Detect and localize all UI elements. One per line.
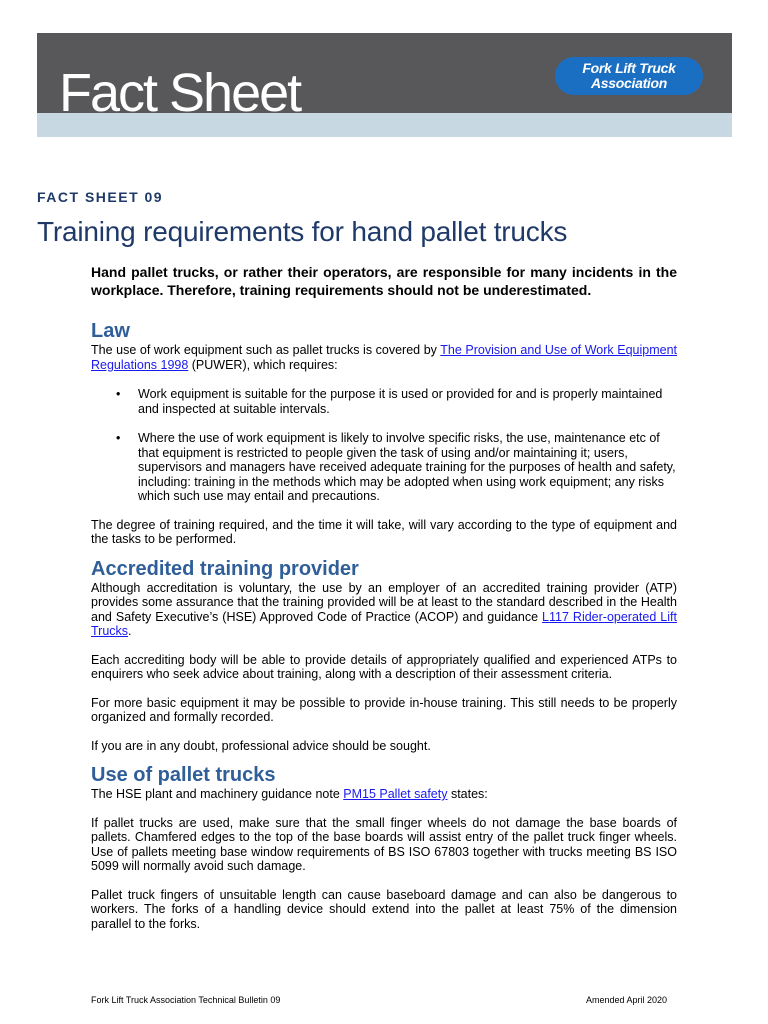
header-banner [37, 33, 732, 137]
logo-line1: Fork Lift Truck [582, 60, 676, 76]
atp-paragraph-4: If you are in any doubt, professional advice should be sought. [91, 738, 431, 753]
banner-title: Fact Sheet [59, 63, 301, 123]
fact-sheet-number: FACT SHEET 09 [37, 189, 164, 205]
lede-paragraph: Hand pallet trucks, or rather their operators, are responsible for many incidents in the workplace. Therefore, training requirements should not be underestimated. [91, 264, 677, 298]
puwer-link[interactable]: The Provision and Use of Work Equipment Regulations 1998 [91, 343, 678, 372]
atp-paragraph-1: Although accreditation is voluntary, the use by an employer of an accredited training provider (ATP) provides some assurance that the training provided will be at least to the standard described in the Health and Safety Executive’s (HSE) Approved Code of Practice (ACOP) and guidance L117 Rider-operated Lift Trucks. [91, 580, 677, 638]
document-title: Training requirements for hand pallet trucks [37, 216, 568, 247]
l117-link[interactable]: L117 Rider-operated Lift Trucks [91, 609, 677, 638]
pm15-link[interactable]: PM15 Pallet safety [343, 787, 448, 801]
main-content [91, 264, 677, 931]
footer-amended-date: Amended April 2020 [586, 995, 668, 1005]
use-heading: Use of pallet trucks [91, 764, 276, 786]
law-closing: The degree of training required, and the time it will take, will vary according to the type of equipment and the tasks to be performed. [91, 517, 677, 546]
law-heading: Law [91, 320, 130, 342]
use-paragraph-2: If pallet trucks are used, make sure that the small finger wheels do not damage the base boards of pallets. Chamfered edges to the top of the base boards will assist entry of the pallet truck finger wheels. Use of pallets meeting base window requirements of BS ISO 67803 together with trucks meeting BS ISO 5099 will normally avoid such damage. [91, 815, 677, 873]
atp-paragraph-2: Each accrediting body will be able to provide details of appropriately qualified and experienced ATPs to enquirers who seek advice about training, along with a description of their assessment criteria. [91, 652, 677, 681]
fork-lift-truck-association-logo [555, 57, 703, 95]
list-item: • Where the use of work equipment is likely to involve specific risks, the use, maintenance etc of that equipment is restricted to people given the task of using and/or maintaining it; users, supervisors and managers have received adequate training for the purposes of health and safety, including: training in the methods which may be adopted when using work equipment; any risks which such use may entail and precautions. [138, 431, 677, 504]
logo-line2: Association [590, 75, 668, 91]
atp-heading: Accredited training provider [91, 557, 359, 580]
use-paragraph-1: The HSE plant and machinery guidance note PM15 Pallet safety states: [91, 787, 488, 801]
law-intro: The use of work equipment such as pallet trucks is covered by The Provision and Use of Work Equipment Regulations 1998 (PUWER), which requires: [91, 343, 678, 372]
use-paragraph-3: Pallet truck fingers of unsuitable length can cause baseboard damage and can also be dangerous to workers. The forks of a handling device should extend into the pallet at least 75% of the dimension parallel to the forks. [91, 887, 677, 931]
footer-bulletin: Fork Lift Truck Association Technical Bulletin 09 [91, 995, 281, 1005]
atp-paragraph-3: For more basic equipment it may be possible to provide in-house training. This still needs to be properly organized and formally recorded. [91, 695, 677, 724]
law-bullet-list [91, 387, 677, 504]
list-item: • Work equipment is suitable for the purpose it is used or provided for and is properly maintained and inspected at suitable intervals. [138, 387, 677, 416]
